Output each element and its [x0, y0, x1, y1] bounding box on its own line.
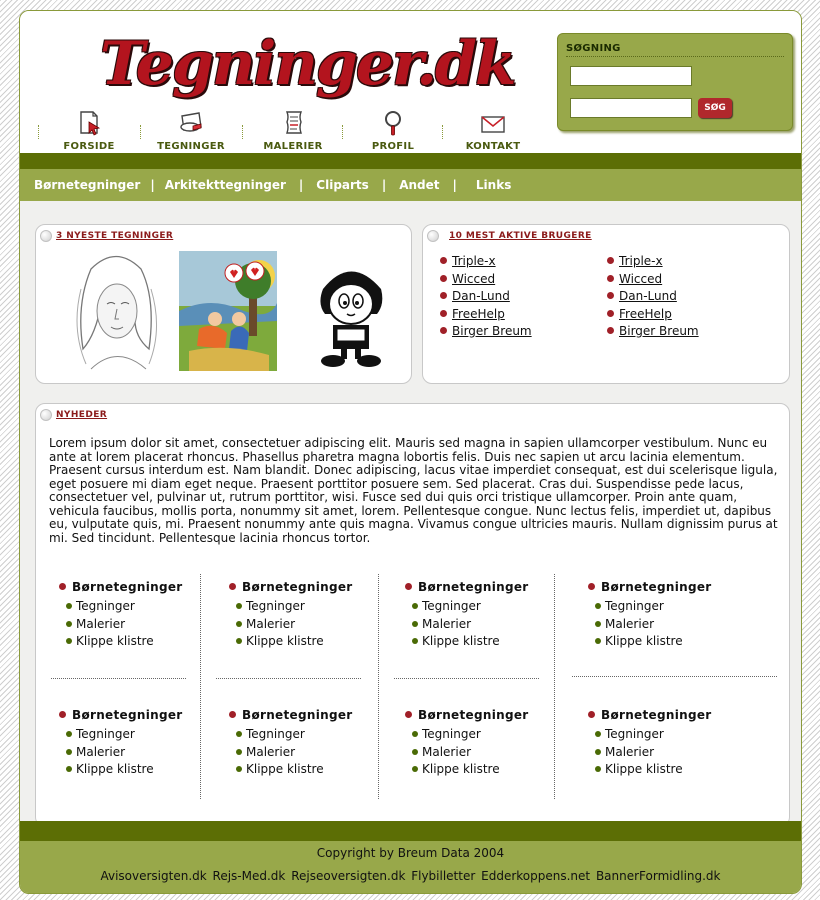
newest-drawings-box — [35, 224, 412, 384]
category-block — [229, 708, 389, 780]
drawing-thumbnail-portrait[interactable] — [61, 249, 171, 377]
category-heading[interactable]: Børnetegninger — [588, 708, 748, 727]
category-link[interactable]: Malerier — [588, 617, 748, 635]
user-link[interactable]: Triple-x — [619, 254, 663, 268]
category-link[interactable]: Tegninger — [59, 727, 219, 745]
footer-link[interactable]: Edderkoppens.net — [481, 869, 591, 883]
active-users-box — [422, 224, 790, 384]
user-item — [607, 307, 699, 325]
category-link[interactable]: Tegninger — [588, 599, 748, 617]
category-block — [588, 580, 748, 652]
user-link[interactable]: Birger Breum — [619, 324, 699, 338]
copyright-text: Copyright by Breum Data 2004 — [316, 846, 505, 860]
category-link[interactable]: Tegninger — [59, 599, 219, 617]
user-link[interactable]: Wicced — [619, 271, 663, 286]
category-link[interactable]: Malerier — [405, 617, 565, 635]
category-link[interactable]: Klippe klistre — [405, 762, 565, 780]
site-logo[interactable]: Tegninger.dk — [100, 29, 515, 99]
nav-band — [20, 153, 801, 169]
category-heading[interactable]: Børnetegninger — [59, 580, 219, 599]
main-nav — [38, 103, 543, 159]
user-link[interactable]: FreeHelp — [619, 306, 672, 321]
subnav-link-andet[interactable]: Andet — [399, 178, 440, 192]
footer — [20, 841, 801, 894]
users-column-2 — [607, 254, 699, 342]
magnifier-icon — [379, 109, 407, 137]
news-title: NYHEDER — [56, 410, 108, 420]
drawing-thumbnail-cartoon[interactable] — [311, 259, 391, 373]
category-link[interactable]: Klippe klistre — [59, 634, 219, 652]
user-item — [607, 289, 699, 307]
parchment-scroll-icon — [279, 109, 307, 137]
category-block — [405, 580, 565, 652]
category-block — [229, 580, 389, 652]
category-link[interactable]: Klippe klistre — [588, 634, 748, 652]
nav-separator — [342, 125, 343, 139]
user-item — [440, 307, 532, 325]
search-panel — [557, 33, 793, 131]
bullet-circle-icon — [40, 409, 52, 421]
category-heading[interactable]: Børnetegninger — [405, 708, 565, 727]
category-link[interactable]: Malerier — [59, 617, 219, 635]
category-block — [59, 580, 219, 652]
subnav-link-boernetegninger[interactable]: Børnetegninger — [34, 178, 141, 192]
category-block — [405, 708, 565, 780]
nav-separator — [38, 125, 39, 139]
drawing-thumbnail-couple[interactable] — [179, 251, 277, 371]
category-link[interactable]: Tegninger — [229, 727, 389, 745]
category-link[interactable]: Klippe klistre — [405, 634, 565, 652]
category-link[interactable]: Malerier — [59, 745, 219, 763]
nav-item-kontakt[interactable] — [444, 103, 542, 159]
user-item — [607, 272, 699, 290]
page — [19, 10, 802, 894]
user-item — [440, 254, 532, 272]
category-link[interactable]: Klippe klistre — [229, 634, 389, 652]
nav-item-malerier[interactable] — [244, 103, 342, 159]
news-body: Lorem ipsum dolor sit amet, consectetuer adipiscing elit. Mauris sed magna in sapien ullamcorper vestibulum. Nunc eu ante at lorem placerat rhoncus. Phasellus pharetra magna lobortis felis. Duis nec sapien ut arcu lacinia elementum. Praesent cursus interdum est. Nam blandit. Donec adipiscing, lacus vitae imperdiet consequat, est dui scelerisque ligula, eget posuere mi diam eget neque. Praesent porttitor posuere sem. Sed placerat. Cras dui. Suspendisse pede lacus, consectetuer vel, pulvinar ut, rutrum porttitor, wisi. Fusce sed dui quis orci tristique ullamcorper. Proin ante quam, vehicula faucibus, mollis porta, nonummy sit amet, lorem. Pellentesque congue. Nunc lectus felis, imperdiet ut, dapibus eu, vulputate quis, mi. Praesent nonummy ante quis magna. Vivamus congue ultricies mauris. Nullam dignissim purus at mi. Sed tincidunt. Pellentesque lacinia rhoncus tortor. — [49, 436, 778, 545]
user-item — [607, 254, 699, 272]
header — [20, 11, 801, 153]
paper-cursor-icon — [75, 109, 103, 137]
category-link[interactable]: Malerier — [229, 745, 389, 763]
category-link[interactable]: Malerier — [229, 617, 389, 635]
bullet-circle-icon — [427, 230, 439, 242]
category-link[interactable]: Tegninger — [229, 599, 389, 617]
users-column-1 — [440, 254, 532, 342]
nav-label: FORSIDE — [63, 141, 115, 152]
row-divider — [572, 676, 777, 677]
category-link[interactable]: Klippe klistre — [59, 762, 219, 780]
user-item — [607, 324, 699, 342]
footer-link[interactable]: Flybilletter — [411, 869, 476, 883]
row-divider — [51, 678, 186, 679]
user-item — [440, 324, 532, 342]
subnav-link-cliparts[interactable]: Cliparts — [316, 178, 369, 192]
newest-drawings-title: 3 NYESTE TEGNINGER — [56, 231, 174, 241]
user-link[interactable]: Triple-x — [452, 254, 496, 268]
category-link[interactable]: Tegninger — [588, 727, 748, 745]
nav-separator — [140, 125, 141, 139]
category-heading[interactable]: Børnetegninger — [588, 580, 748, 599]
category-link[interactable]: Malerier — [405, 745, 565, 763]
footer-link[interactable]: Rejseoversigten.dk — [291, 869, 406, 883]
scroll-roll-icon — [177, 109, 205, 137]
category-block — [59, 708, 219, 780]
footer-links — [20, 869, 801, 883]
subnav-link-links[interactable]: Links — [475, 178, 512, 192]
category-heading[interactable]: Børnetegninger — [229, 708, 389, 727]
search-divider — [566, 56, 784, 57]
user-link[interactable]: Birger Breum — [452, 324, 532, 338]
category-link[interactable]: Tegninger — [405, 727, 565, 745]
category-heading[interactable]: Børnetegninger — [59, 708, 219, 727]
row-divider — [394, 678, 539, 679]
nav-separator — [242, 125, 243, 139]
category-link[interactable]: Malerier — [588, 745, 748, 763]
user-link[interactable]: Wicced — [452, 271, 496, 286]
bullet-circle-icon — [40, 230, 52, 242]
search-button[interactable]: SØG — [698, 98, 732, 118]
row-divider — [216, 678, 361, 679]
footer-link[interactable]: Avisoversigten.dk — [100, 869, 207, 883]
nav-label: TEGNINGER — [157, 141, 225, 152]
category-heading[interactable]: Børnetegninger — [229, 580, 389, 599]
user-item — [440, 272, 532, 290]
news-box — [35, 403, 790, 827]
nav-item-profil[interactable] — [344, 103, 442, 159]
user-item — [440, 289, 532, 307]
nav-label: MALERIER — [263, 141, 323, 152]
nav-separator — [442, 125, 443, 139]
envelope-icon — [479, 109, 507, 137]
footer-band — [20, 821, 801, 841]
nav-item-tegninger[interactable] — [142, 103, 240, 159]
sub-nav: Børnetegninger | Arkitekttegninger | Cliparts | Andet | Links — [20, 169, 801, 201]
nav-item-forside[interactable] — [40, 103, 138, 159]
subnav-link-arkitekttegninger[interactable]: Arkitekttegninger — [164, 178, 286, 192]
footer-link[interactable]: Rejs-Med.dk — [212, 869, 286, 883]
category-heading[interactable]: Børnetegninger — [405, 580, 565, 599]
search-input-1[interactable] — [570, 66, 692, 86]
search-title: SØGNING — [566, 43, 621, 54]
category-link[interactable]: Tegninger — [405, 599, 565, 617]
footer-link[interactable]: BannerFormidling.dk — [595, 869, 721, 883]
search-input-2[interactable] — [570, 98, 692, 118]
user-link[interactable]: FreeHelp — [452, 306, 505, 321]
user-link[interactable]: Dan-Lund — [619, 289, 677, 303]
category-link[interactable]: Klippe klistre — [229, 762, 389, 780]
nav-label: KONTAKT — [465, 141, 521, 152]
active-users-title: 10 MEST AKTIVE BRUGERE — [449, 231, 592, 241]
nav-label: PROFIL — [371, 141, 415, 152]
category-link[interactable]: Klippe klistre — [588, 762, 748, 780]
user-link[interactable]: Dan-Lund — [452, 289, 510, 303]
category-block — [588, 708, 748, 780]
